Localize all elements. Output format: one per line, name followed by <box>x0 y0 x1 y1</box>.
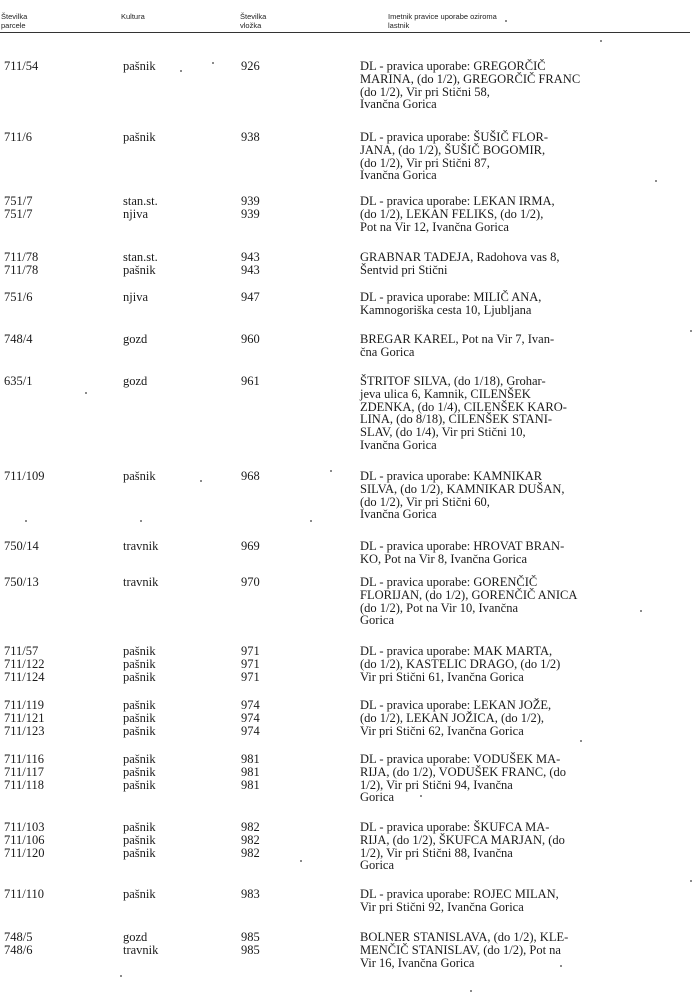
scan-speck <box>330 470 332 472</box>
parcel-number: 748/4 <box>4 332 33 346</box>
owner-line: DL - pravica uporabe: MAK MARTA, <box>360 644 553 658</box>
folio-number-cell <box>241 699 301 737</box>
owner-line-cell <box>360 699 620 737</box>
folio-number: 947 <box>241 290 260 304</box>
folio-number-cell <box>241 333 301 346</box>
culture: njiva <box>123 290 148 304</box>
culture: gozd <box>123 332 148 346</box>
owner-line: Vir 16, Ivančna Gorica <box>360 955 475 970</box>
owner-line-cell <box>360 753 620 804</box>
header-folio-line: Številka <box>240 12 267 21</box>
culture-cell <box>123 931 233 957</box>
folio-number: 982 <box>241 820 260 834</box>
owner-line: SILVA, (do 1/2), KAMNIKAR DUŠAN, <box>360 481 565 496</box>
parcel-number-cell <box>4 645 104 683</box>
parcel-number: 711/117 <box>4 764 45 779</box>
culture: pašnik <box>123 469 156 483</box>
owner-line: ŠTRITOF SILVA, (do 1/18), Grohar- <box>360 374 546 388</box>
culture: pašnik <box>123 262 156 277</box>
culture-cell <box>123 821 233 859</box>
scan-speck <box>140 520 142 522</box>
owner-line: Vir pri Stični 61, Ivančna Gorica <box>360 669 524 684</box>
owner-line-cell <box>360 540 620 566</box>
culture-cell <box>123 470 233 483</box>
culture: pašnik <box>123 644 156 658</box>
owner-line: DL - pravica uporabe: LEKAN IRMA, <box>360 194 555 208</box>
culture: pašnik <box>123 656 156 671</box>
folio-number: 943 <box>241 262 260 277</box>
owner-line: (do 1/2), Vir pri Stični 58, <box>360 84 490 99</box>
folio-number-cell <box>241 888 301 901</box>
owner-line: MARINA, (do 1/2), GREGORČIČ FRANC <box>360 71 581 86</box>
folio-number: 981 <box>241 764 260 779</box>
folio-number: 969 <box>241 539 260 553</box>
parcel-number: 751/6 <box>4 290 33 304</box>
owner-line: 1/2), Vir pri Stični 88, Ivančna <box>360 845 513 860</box>
owner-line: DL - pravica uporabe: KAMNIKAR <box>360 469 543 483</box>
folio-number: 971 <box>241 669 260 684</box>
culture-cell <box>123 195 233 221</box>
culture: pašnik <box>123 710 156 725</box>
parcel-number: 711/123 <box>4 723 45 738</box>
parcel-number: 748/6 <box>4 942 33 957</box>
scan-speck <box>690 880 692 882</box>
parcel-number-cell <box>4 291 104 304</box>
owner-line: DL - pravica uporabe: GORENČIČ <box>360 575 538 589</box>
parcel-number: 711/124 <box>4 669 45 684</box>
culture: pašnik <box>123 752 156 766</box>
parcel-number-cell <box>4 470 104 483</box>
scan-speck <box>640 610 642 612</box>
folio-number: 983 <box>241 887 260 901</box>
folio-number: 939 <box>241 194 260 208</box>
folio-number-cell <box>241 131 301 144</box>
owner-line: (do 1/2), Pot na Vir 10, Ivančna <box>360 600 519 615</box>
owner-line: DL - pravica uporabe: VODUŠEK MA- <box>360 752 561 766</box>
owner-line: jeva ulica 6, Kamnik, CILENŠEK <box>360 386 531 401</box>
folio-number: 926 <box>241 59 260 73</box>
header-culture-label: Kultura <box>121 12 145 21</box>
culture: travnik <box>123 539 159 553</box>
owner-line-cell <box>360 195 620 233</box>
owner-line: DL - pravica uporabe: ROJEC MILAN, <box>360 887 559 901</box>
folio-number: 982 <box>241 845 260 860</box>
owner-line: DL - pravica uporabe: HROVAT BRAN- <box>360 539 565 553</box>
owner-line: RIJA, (do 1/2), ŠKUFCA MARJAN, (do <box>360 832 565 847</box>
owner-line: Vir pri Stični 62, Ivančna Gorica <box>360 723 524 738</box>
parcel-number-cell <box>4 251 104 277</box>
culture-cell <box>123 645 233 683</box>
owner-line: SLAV, (do 1/4), Vir pri Stični 10, <box>360 425 526 440</box>
owner-line: FLORIJAN, (do 1/2), GORENČIČ ANICA <box>360 587 578 602</box>
scan-speck <box>690 330 692 332</box>
scan-speck <box>420 795 422 797</box>
owner-line: (do 1/2), LEKAN FELIKS, (do 1/2), <box>360 206 544 221</box>
culture: pašnik <box>123 845 156 860</box>
folio-number-cell <box>241 195 301 221</box>
parcel-number: 711/106 <box>4 832 45 847</box>
culture: pašnik <box>123 820 156 834</box>
owner-line-cell <box>360 60 620 111</box>
folio-number: 985 <box>241 930 260 944</box>
owner-line-cell <box>360 375 620 452</box>
owner-line: BOLNER STANISLAVA, (do 1/2), KLE- <box>360 930 569 944</box>
header-owner-line: Imetnik pravice uporabe oziroma <box>388 12 497 21</box>
owner-line: ZDENKA, (do 1/4), CILENŠEK KARO- <box>360 399 567 414</box>
folio-number-cell <box>241 931 301 957</box>
header-folio-line: vložka <box>240 20 262 30</box>
folio-number: 961 <box>241 374 260 388</box>
culture: pašnik <box>123 887 156 901</box>
culture: travnik <box>123 942 159 957</box>
parcel-number: 711/78 <box>4 250 39 264</box>
folio-number: 974 <box>241 723 260 738</box>
owner-line: (do 1/2), Vir pri Stični 60, <box>360 494 490 509</box>
scan-speck <box>560 965 562 967</box>
owner-line: Gorica <box>360 790 395 805</box>
parcel-number: 711/6 <box>4 130 33 144</box>
folio-number: 981 <box>241 777 260 792</box>
owner-line: (do 1/2), KASTELIC DRAGO, (do 1/2) <box>360 656 561 671</box>
folio-number: 960 <box>241 332 260 346</box>
owner-line-cell <box>360 821 620 872</box>
folio-number: 938 <box>241 130 260 144</box>
culture-cell <box>123 375 233 388</box>
culture-cell <box>123 888 233 901</box>
parcel-number: 711/103 <box>4 820 45 834</box>
parcel-number: 748/5 <box>4 930 33 944</box>
culture: njiva <box>123 206 148 221</box>
scan-speck <box>655 180 657 182</box>
owner-line-cell <box>360 333 620 359</box>
culture: gozd <box>123 374 148 388</box>
folio-number-cell <box>241 375 301 388</box>
scan-speck <box>25 520 27 522</box>
culture-cell <box>123 753 233 791</box>
scan-speck <box>505 20 507 22</box>
owner-line: Ivančna Gorica <box>360 437 437 452</box>
parcel-number-cell <box>4 699 104 737</box>
culture: pašnik <box>123 723 156 738</box>
culture: pašnik <box>123 130 156 144</box>
folio-number: 943 <box>241 250 260 264</box>
culture: pašnik <box>123 777 156 792</box>
parcel-number: 711/109 <box>4 469 45 483</box>
parcel-number-cell <box>4 753 104 791</box>
owner-line: Šentvid pri Stični <box>360 262 448 277</box>
folio-number: 974 <box>241 710 260 725</box>
parcel-number-cell <box>4 821 104 859</box>
header-parcel-line: parcele <box>1 20 26 30</box>
culture: stan.st. <box>123 194 158 208</box>
parcel-number: 751/7 <box>4 194 33 208</box>
culture-cell <box>123 291 233 304</box>
owner-line: Vir pri Stični 92, Ivančna Gorica <box>360 899 524 914</box>
folio-number-cell <box>241 540 301 553</box>
folio-number: 974 <box>241 698 260 712</box>
header-owner-line: lastnik <box>388 20 410 30</box>
parcel-number: 751/7 <box>4 206 33 221</box>
owner-line: Gorica <box>360 858 395 873</box>
scan-speck <box>200 480 202 482</box>
culture-cell <box>123 540 233 553</box>
culture: stan.st. <box>123 250 158 264</box>
parcel-number: 711/110 <box>4 887 45 901</box>
owner-line-cell <box>360 576 620 627</box>
parcel-number: 711/118 <box>4 777 45 792</box>
parcel-number: 711/120 <box>4 845 45 860</box>
parcel-number: 750/13 <box>4 575 39 589</box>
owner-line: MENČIČ STANISLAV, (do 1/2), Pot na <box>360 942 561 957</box>
parcel-number-cell <box>4 195 104 221</box>
owner-line: BREGAR KAREL, Pot na Vir 7, Ivan- <box>360 332 555 346</box>
folio-number: 971 <box>241 656 260 671</box>
scan-speck <box>180 70 182 72</box>
folio-number: 985 <box>241 942 260 957</box>
scan-speck <box>600 40 602 42</box>
owner-line: čna Gorica <box>360 344 415 359</box>
owner-line-cell <box>360 645 620 683</box>
parcel-number-cell <box>4 540 104 553</box>
owner-line-cell <box>360 131 620 182</box>
parcel-number: 711/122 <box>4 656 45 671</box>
folio-number-cell <box>241 576 301 589</box>
scan-speck <box>300 860 302 862</box>
owner-line: DL - pravica uporabe: LEKAN JOŽE, <box>360 698 552 712</box>
owner-line: 1/2), Vir pri Stični 94, Ivančna <box>360 777 513 792</box>
folio-number: 981 <box>241 752 260 766</box>
scan-speck <box>120 975 122 977</box>
owner-line: LINA, (do 8/18), CILENŠEK STANI- <box>360 412 553 427</box>
parcel-number: 711/54 <box>4 59 39 73</box>
culture: pašnik <box>123 669 156 684</box>
culture-cell <box>123 699 233 737</box>
owner-line: Ivančna Gorica <box>360 507 437 522</box>
parcel-number: 635/1 <box>4 374 33 388</box>
owner-line-cell <box>360 470 620 521</box>
owner-line-cell <box>360 291 620 317</box>
scan-speck <box>85 392 87 394</box>
owner-line: Ivančna Gorica <box>360 168 437 183</box>
folio-number: 968 <box>241 469 260 483</box>
culture: pašnik <box>123 764 156 779</box>
header-parcel-line: Številka <box>1 12 28 21</box>
owner-line: DL - pravica uporabe: GREGORČIČ <box>360 59 546 73</box>
folio-number-cell <box>241 291 301 304</box>
scan-speck <box>212 62 214 64</box>
parcel-number: 711/57 <box>4 644 39 658</box>
owner-line: Gorica <box>360 613 395 628</box>
parcel-number-cell <box>4 375 104 388</box>
scan-speck <box>580 740 582 742</box>
owner-line: KO, Pot na Vir 8, Ivančna Gorica <box>360 551 528 566</box>
parcel-number: 711/116 <box>4 752 45 766</box>
owner-line: DL - pravica uporabe: ŠKUFCA MA- <box>360 820 550 834</box>
parcel-number: 750/14 <box>4 539 39 553</box>
culture: pašnik <box>123 832 156 847</box>
folio-number-cell <box>241 645 301 683</box>
owner-line-cell <box>360 251 620 277</box>
folio-number-cell <box>241 753 301 791</box>
owner-line: (do 1/2), Vir pri Stični 87, <box>360 155 490 170</box>
parcel-number-cell <box>4 888 104 901</box>
owner-line: Ivančna Gorica <box>360 97 437 112</box>
folio-number: 939 <box>241 206 260 221</box>
owner-line: (do 1/2), LEKAN JOŽICA, (do 1/2), <box>360 710 545 725</box>
parcel-number-cell <box>4 60 104 73</box>
owner-line-cell <box>360 888 620 914</box>
owner-line-cell <box>360 931 620 969</box>
folio-number-cell <box>241 251 301 277</box>
culture: gozd <box>123 930 148 944</box>
parcel-number-cell <box>4 576 104 589</box>
parcel-number: 711/78 <box>4 262 39 277</box>
folio-number: 982 <box>241 832 260 847</box>
culture: pašnik <box>123 698 156 712</box>
parcel-number-cell <box>4 131 104 144</box>
culture-cell <box>123 576 233 589</box>
folio-number: 971 <box>241 644 260 658</box>
owner-line: Pot na Vir 12, Ivančna Gorica <box>360 219 509 234</box>
folio-number: 970 <box>241 575 260 589</box>
parcel-number-cell <box>4 931 104 957</box>
owner-line: DL - pravica uporabe: MILIČ ANA, <box>360 290 542 304</box>
scan-speck <box>310 520 312 522</box>
culture: pašnik <box>123 59 156 73</box>
owner-line: DL - pravica uporabe: ŠUŠIČ FLOR- <box>360 130 549 144</box>
owner-line: JANA, (do 1/2), ŠUŠIČ BOGOMIR, <box>360 142 546 157</box>
owner-line: Kamnogoriška cesta 10, Ljubljana <box>360 302 532 317</box>
folio-number-cell <box>241 470 301 483</box>
culture-cell <box>123 333 233 346</box>
parcel-number: 711/121 <box>4 710 45 725</box>
culture-cell <box>123 251 233 277</box>
culture: travnik <box>123 575 159 589</box>
owner-line: RIJA, (do 1/2), VODUŠEK FRANC, (do <box>360 764 567 779</box>
culture-cell <box>123 60 233 73</box>
owner-line: GRABNAR TADEJA, Radohova vas 8, <box>360 250 560 264</box>
culture-cell <box>123 131 233 144</box>
parcel-number: 711/119 <box>4 698 45 712</box>
folio-number-cell <box>241 60 301 73</box>
parcel-number-cell <box>4 333 104 346</box>
folio-number-cell <box>241 821 301 859</box>
